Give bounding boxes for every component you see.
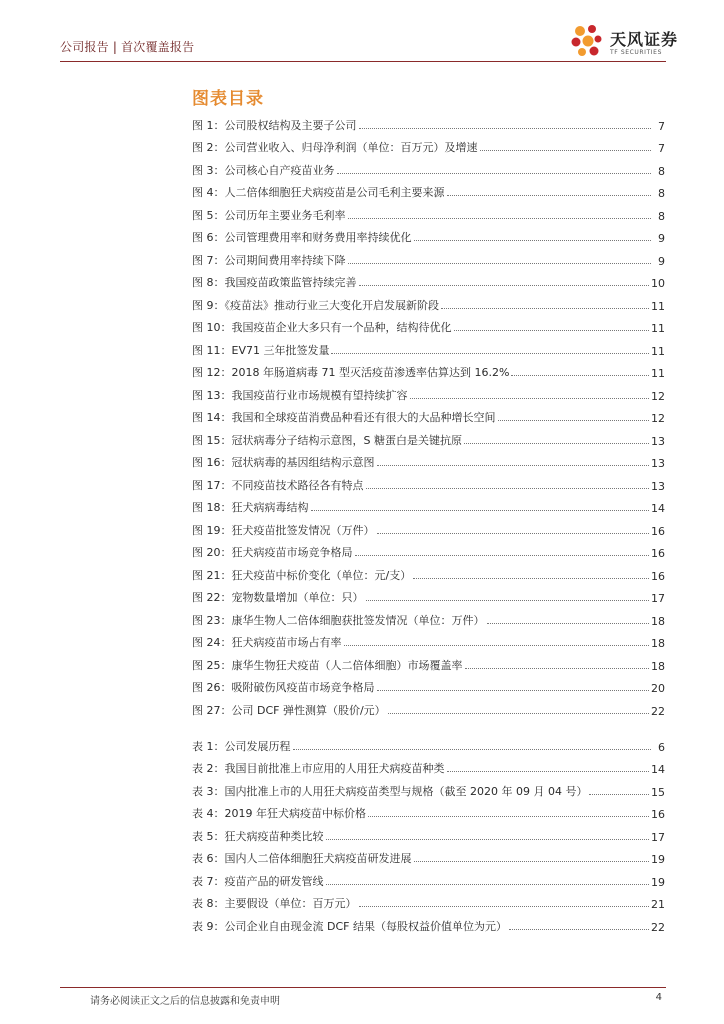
figure-toc-row[interactable]	[192, 178, 665, 201]
table-list	[192, 731, 665, 934]
toc-entry-page[interactable]: 11	[651, 299, 665, 313]
table-toc-row[interactable]	[192, 821, 665, 844]
figure-toc-row[interactable]	[192, 470, 665, 493]
figure-toc-row[interactable]	[192, 133, 665, 156]
toc-title: 图表目录	[192, 89, 264, 109]
dot-leader	[355, 555, 650, 556]
toc-entry-page[interactable]: 8	[658, 187, 665, 200]
toc-entry-page[interactable]: 6	[658, 740, 665, 754]
figure-toc-row[interactable]	[192, 223, 665, 246]
dot-leader	[487, 623, 650, 624]
toc-entry-page[interactable]: 9	[658, 254, 665, 268]
dot-leader	[511, 375, 649, 376]
figure-toc-row[interactable]	[192, 290, 665, 313]
figure-toc-row[interactable]	[192, 628, 665, 651]
dot-leader	[454, 330, 650, 331]
toc-entry-page[interactable]: 14	[651, 502, 665, 515]
figure-toc-row[interactable]	[192, 155, 665, 178]
dot-leader	[377, 533, 650, 534]
toc-entry-label[interactable]: 表 6：国内人二倍体细胞狂犬病疫苗研发进展	[192, 852, 412, 865]
dot-leader	[464, 443, 649, 444]
figure-toc-row[interactable]	[192, 358, 665, 381]
dot-leader	[498, 420, 650, 421]
figure-toc-row[interactable]	[192, 425, 665, 448]
table-toc-row[interactable]	[192, 731, 665, 754]
table-toc-row[interactable]	[192, 754, 665, 777]
dot-leader	[326, 884, 650, 885]
toc-entry-label[interactable]: 图 19：狂犬疫苗批签发情况（万件）	[192, 523, 375, 537]
toc-entry-page[interactable]: 18	[651, 659, 665, 673]
figure-toc-row[interactable]	[192, 673, 665, 696]
toc-entry-label[interactable]: 表 9：公司企业自由现金流 DCF 结果（每股权益价值单位为元）	[192, 919, 507, 933]
figure-toc-row[interactable]	[192, 515, 665, 538]
figure-toc-row[interactable]	[192, 538, 665, 561]
toc-entry-page[interactable]: 7	[658, 119, 665, 133]
toc-entry-page[interactable]: 13	[651, 434, 665, 448]
figure-toc-row[interactable]	[192, 335, 665, 358]
figure-toc-row[interactable]	[192, 380, 665, 403]
figure-list	[192, 110, 665, 718]
table-toc-row[interactable]	[192, 776, 665, 799]
toc-entry-label[interactable]: 图 6：公司管理费用率和财务费用率持续优化	[192, 231, 412, 244]
toc-entry-label[interactable]: 图 7：公司期间费用率持续下降	[192, 253, 346, 267]
toc-entry-label[interactable]: 图 2：公司营业收入、归母净利润（单位：百万元）及增速	[192, 141, 478, 154]
toc-entry-label[interactable]: 图 14：我国和全球疫苗消费品种看还有很大的大品种增长空间	[192, 411, 496, 424]
table-toc-row[interactable]	[192, 799, 665, 822]
figure-toc-row[interactable]	[192, 650, 665, 673]
toc-entry-label[interactable]: 图 21：狂犬疫苗中标价变化（单位：元/支）	[192, 568, 412, 582]
dot-leader	[441, 308, 649, 309]
dot-leader	[293, 749, 652, 750]
toc-entry-label[interactable]: 图 22：宠物数量增加（单位：只）	[192, 591, 364, 604]
table-toc-row[interactable]	[192, 911, 665, 934]
figure-toc-row[interactable]	[192, 560, 665, 583]
toc-entry-page[interactable]: 8	[658, 209, 665, 223]
dot-leader	[359, 128, 652, 129]
toc-entry-page[interactable]: 22	[651, 704, 665, 718]
toc-entry-page[interactable]: 16	[651, 808, 665, 821]
toc-entry-page[interactable]: 10	[651, 277, 665, 290]
dot-leader	[589, 794, 649, 795]
toc-entry-label[interactable]: 图 12：2018 年肠道病毒 71 型灭活疫苗渗透率估算达到 16.2%	[192, 366, 510, 379]
toc-entry-page[interactable]: 16	[651, 547, 665, 560]
toc-entry-page[interactable]: 16	[651, 524, 665, 538]
toc-entry-page[interactable]: 11	[651, 367, 665, 380]
toc-entry-page[interactable]: 11	[651, 322, 665, 335]
dot-leader	[344, 645, 650, 646]
figure-toc-row[interactable]	[192, 583, 665, 606]
dot-leader	[414, 240, 652, 241]
toc-entry-page[interactable]: 12	[651, 412, 665, 425]
dot-leader	[337, 173, 652, 174]
toc-entry-page[interactable]: 15	[651, 785, 665, 799]
page-number: 4	[655, 992, 662, 1003]
toc-entry-page[interactable]: 22	[651, 920, 665, 934]
table-toc-row[interactable]	[192, 844, 665, 867]
dot-leader	[348, 263, 652, 264]
footer-divider	[60, 987, 666, 988]
dot-leader	[366, 488, 650, 489]
table-toc-row[interactable]	[192, 866, 665, 889]
toc-entry-page[interactable]: 21	[651, 898, 665, 911]
figure-toc-row[interactable]	[192, 448, 665, 471]
figure-toc-row[interactable]	[192, 695, 665, 718]
toc-entry-label[interactable]: 图 23：康华生物人二倍体细胞获批签发情况（单位：万件）	[192, 613, 485, 627]
dot-leader	[509, 929, 649, 930]
figure-toc-row[interactable]	[192, 245, 665, 268]
toc-entry-label[interactable]: 图 17：不同疫苗技术路径各有特点	[192, 478, 364, 492]
toc-entry-label[interactable]: 图 10：我国疫苗企业大多只有一个品种，结构待优化	[192, 321, 452, 334]
toc-entry-label[interactable]: 表 2：我国目前批准上市应用的人用狂犬病疫苗种类	[192, 762, 445, 775]
header-divider	[60, 61, 666, 62]
toc-entry-label[interactable]: 图 3：公司核心自产疫苗业务	[192, 163, 335, 177]
dot-leader	[410, 398, 650, 399]
dot-leader	[447, 771, 650, 772]
toc-entry-label[interactable]: 图 24：狂犬病疫苗市场占有率	[192, 636, 342, 649]
toc-entry-label[interactable]: 图 25：康华生物狂犬疫苗（人二倍体细胞）市场覆盖率	[192, 658, 463, 672]
dot-leader	[480, 150, 652, 151]
dot-leader	[326, 839, 650, 840]
figure-toc-row[interactable]	[192, 605, 665, 628]
dot-leader	[465, 668, 650, 669]
dot-leader	[447, 195, 652, 196]
toc-entry-label[interactable]: 图 15：冠状病毒分子结构示意图，S 糖蛋白是关键抗原	[192, 433, 462, 447]
toc-entry-label[interactable]: 图 5：公司历年主要业务毛利率	[192, 208, 346, 222]
flower-logo-icon	[568, 22, 606, 60]
dot-leader	[311, 510, 650, 511]
figure-toc-row[interactable]	[192, 493, 665, 516]
dot-leader	[331, 353, 649, 354]
dot-leader	[388, 713, 649, 714]
toc-entry-label[interactable]: 图 16：冠状病毒的基因组结构示意图	[192, 456, 375, 469]
figure-toc-row[interactable]	[192, 200, 665, 223]
table-toc-row[interactable]	[192, 889, 665, 912]
dot-leader	[348, 218, 652, 219]
toc-entry-page[interactable]: 9	[658, 232, 665, 245]
figure-toc-row[interactable]	[192, 110, 665, 133]
toc-entry-label[interactable]: 表 3：国内批准上市的人用狂犬病疫苗类型与规格（截至 2020 年 09 月 04 号）	[192, 784, 588, 798]
figure-toc-row[interactable]	[192, 403, 665, 426]
toc-entry-label[interactable]: 图 13：我国疫苗行业市场规模有望持续扩容	[192, 388, 408, 402]
report-type-header: 公司报告 | 首次覆盖报告	[60, 40, 195, 54]
dot-leader	[359, 285, 650, 286]
toc-entry-label[interactable]: 图 26：吸附破伤风疫苗市场竞争格局	[192, 681, 375, 694]
brand-name: 天风证券	[610, 30, 679, 49]
dot-leader	[413, 578, 649, 579]
toc-entry-page[interactable]: 13	[651, 457, 665, 470]
toc-entry-label[interactable]: 图 1：公司股权结构及主要子公司	[192, 118, 357, 132]
toc-entry-page[interactable]: 8	[658, 164, 665, 178]
footer-disclaimer: 请务必阅读正文之后的信息披露和免责申明	[90, 996, 280, 1007]
toc-entry-label[interactable]: 图 4：人二倍体细胞狂犬病疫苗是公司毛利主要来源	[192, 186, 445, 199]
toc-entry-label[interactable]: 表 1：公司发展历程	[192, 739, 291, 753]
toc-entry-label[interactable]: 图 27：公司 DCF 弹性测算（股价/元）	[192, 703, 386, 717]
toc-entry-label[interactable]: 图 11：EV71 三年批签发量	[192, 343, 330, 357]
dot-leader	[377, 690, 650, 691]
toc-entry-page[interactable]: 18	[651, 614, 665, 628]
toc-entry-label[interactable]: 表 8：主要假设（单位：百万元）	[192, 897, 357, 910]
toc-entry-label[interactable]: 图 9：《疫苗法》推动行业三大变化开启发展新阶段	[192, 298, 439, 312]
toc-entry-page[interactable]: 17	[651, 830, 665, 844]
toc-entry-label[interactable]: 表 5：狂犬病疫苗种类比较	[192, 829, 324, 843]
toc-entry-page[interactable]: 19	[651, 875, 665, 889]
toc-entry-page[interactable]: 14	[651, 763, 665, 776]
figure-toc-row[interactable]	[192, 313, 665, 336]
toc-entry-label[interactable]: 表 7：疫苗产品的研发管线	[192, 874, 324, 888]
toc-entry-label[interactable]: 图 18：狂犬病病毒结构	[192, 501, 309, 514]
dot-leader	[366, 600, 650, 601]
dot-leader	[377, 465, 650, 466]
toc-entry-page[interactable]: 20	[651, 682, 665, 695]
toc-entry-page[interactable]: 7	[658, 142, 665, 155]
brand-subtitle: TF SECURITIES	[610, 49, 662, 56]
toc-entry-page[interactable]: 17	[651, 592, 665, 605]
toc-entry-page[interactable]: 11	[651, 344, 665, 358]
figure-toc-row[interactable]	[192, 268, 665, 291]
toc-entry-page[interactable]: 19	[651, 853, 665, 866]
dot-leader	[359, 906, 650, 907]
toc-entry-page[interactable]: 16	[651, 569, 665, 583]
toc-entry-label[interactable]: 图 8：我国疫苗政策监管持续完善	[192, 276, 357, 289]
toc-entry-label[interactable]: 图 20：狂犬病疫苗市场竞争格局	[192, 546, 353, 559]
toc-entry-page[interactable]: 13	[651, 479, 665, 493]
dot-leader	[414, 861, 650, 862]
company-logo	[568, 22, 678, 60]
toc-entry-page[interactable]: 12	[651, 389, 665, 403]
dot-leader	[368, 816, 649, 817]
toc-entry-label[interactable]: 表 4：2019 年狂犬病疫苗中标价格	[192, 807, 366, 820]
toc-entry-page[interactable]: 18	[651, 637, 665, 650]
